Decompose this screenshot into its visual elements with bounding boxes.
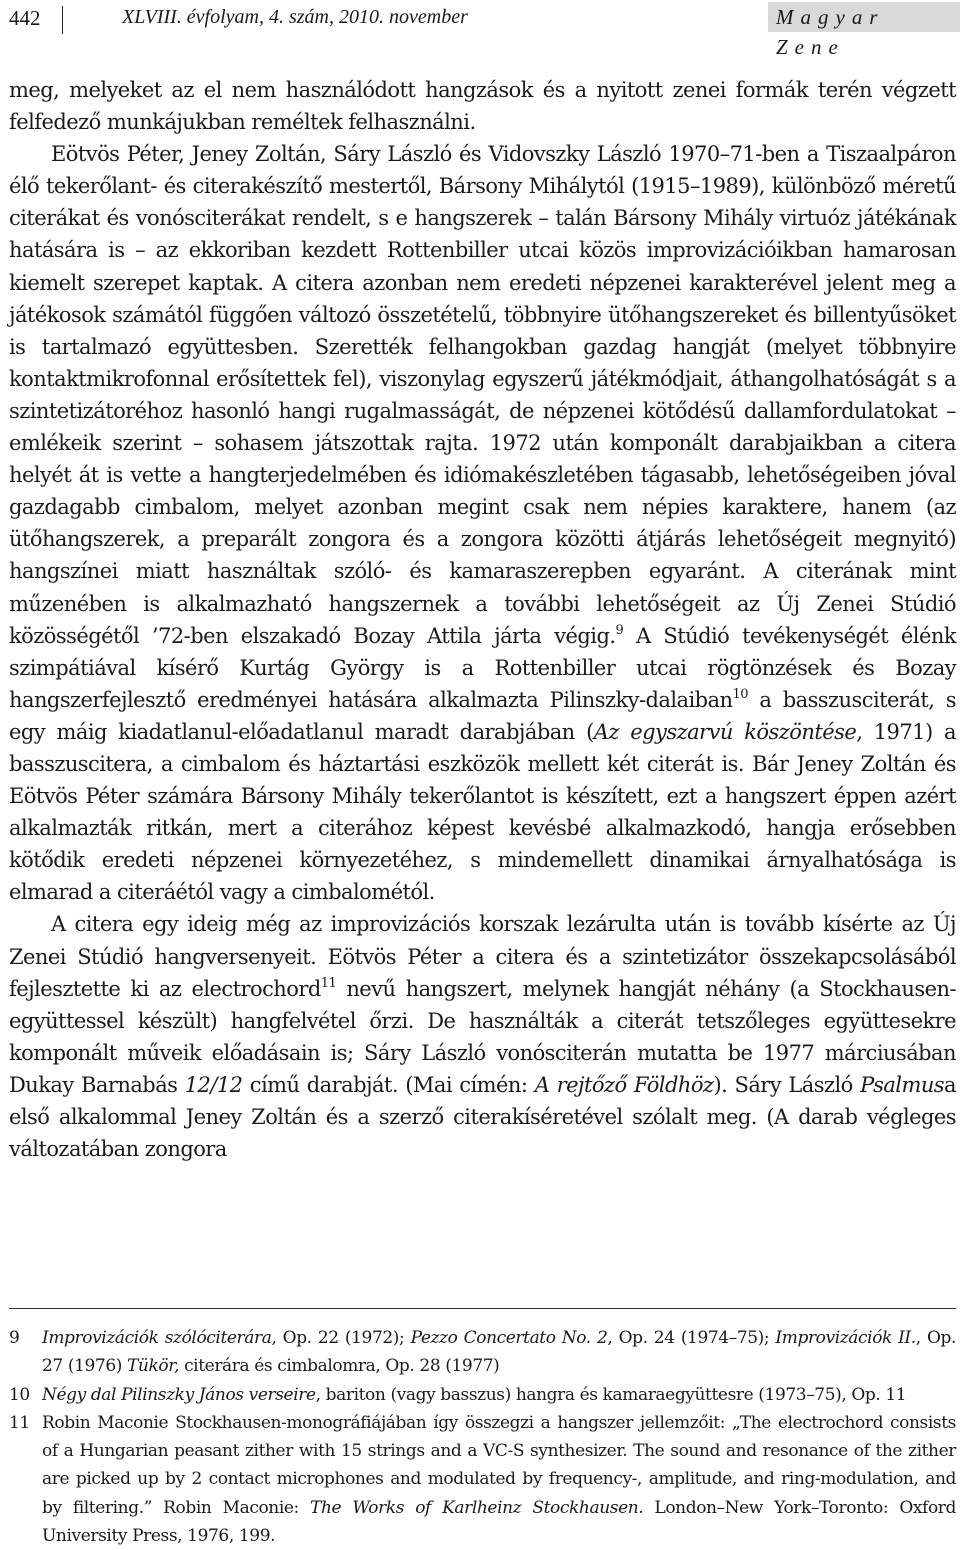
work-title: Improvizációk szólóciterára [42,1328,272,1348]
footnote-number: 10 [9,1384,30,1405]
journal-info: XLVIII. évfolyam, 4. szám, 2010. november [122,6,468,28]
text-run: A Stúdió tevékenységét élénk szimpátiával kísérő Kurtág György is a Rottenbiller utcai rögtönzések és Bozay hangszerfejlesztő eredményei hatására alkalmazta Pilinszky-dalaiban [9,623,957,712]
footnotes [9,1324,956,1550]
work-title: Az egyszarvú köszöntése [593,719,857,744]
text-run: , 1971) a basszuscitera, a cimbalom és háztartási eszközök mellett két citerát is. Bár Jeney Zoltán és Eötvös Péter számára Bársony Mihály tekerőlantot is készített, ezt a hangszert éppen azért alkalmazták ritkán, mert a citerához képest kevésbé alkalmazkodó, hangja erősebben kötődik eredeti népzenei környezetéhez, s mindemellett dinamikai árnyalhatósága is elmarad a citeráétól vagy a cimbalométól. [9,719,957,905]
text-run: , Op. 22 (1972); [271,1328,411,1348]
footnote-divider [9,1308,956,1309]
text-run: Eötvös Péter, Jeney Zoltán, Sáry László és Vidovszky László 1970–71-ben a Tiszaalpáron élő tekerőlant- és citerakészítő mestertől, Bársony Mihálytól (1915–1989), különböző méretű citerákat és vonósciterákat rendelt, s e hangszerek – talán Bársony Mihály virtuóz játékának hatására is – az ekkoriban kezdett Rottenbiller utcai közös improvizációikban hamarosan kiemelt szerepet kaptak. A citera azonban nem eredeti népzenei karakterével jelent meg a játékosok számától függően változó összetételű, többnyire ütőhangszereket és billentyűsöket is tartalmazó együttesben. Szerették felhangokban gazdag hangját (melyet többnyire kontaktmikrofonnal erősítettek fel), viszonylag egyszerű játékmódjait, áthangolhatóságát s a szintetizátoréhoz hasonló hangi rugalmasságát, de népzenei kötődésű dallamfordulatokat – emlékeik szerint – sohasem játszottak rajta. 1972 után komponált darabjaikban a citera helyét át is vette a hangterjedelmében és idiómakészletében tágasabb, lehetőségeiben jóval gazdagabb cimbalom, melyet azonban megint csak nem népies karaktere, hanem (az ütőhangszerek, a preparált zongora és a zongora közötti átjárás lehetőségeit megnyitó) hangszínei miatt használtak szóló- és kamaraszerepben egyaránt. A citerának mint műzenében is alkalmazható hangszernek a további lehetőségeit az Új Zenei Stúdió közösségétől ’72-ben elszakadó Bozay Attila járta végig. [9,142,956,648]
text-run: , Op. 24 (1974–75); [607,1328,776,1348]
work-title: 12/12 [184,1072,243,1097]
work-title: The Works of Karlheinz Stockhausen. [310,1497,644,1518]
footnote-10 [9,1381,956,1409]
work-title: Improvizációk II. [775,1328,916,1348]
footnote-ref-9[interactable]: 9 [615,622,624,638]
page-header [0,0,960,59]
page-number: 442 [9,6,41,30]
text-run: a első alkalommal Jeney Zoltán és a szerző citerakíséretével szólalt meg. (A darab végleges változatában zongora [9,1072,957,1162]
header-divider [62,6,63,34]
footnote-text [42,1324,956,1381]
text-run: nevű hangszert, melynek hangját néhány (a Stockhausen-együttessel készült) hangfelvétel őrzi. De használták a citerát tetszőleges együttesekre komponált műveik előadásain is; Sáry László vonósciterán mutatta be 1977 márciusában Dukay Barnabás [9,976,956,1097]
footnote-text [42,1409,956,1550]
footnote-11 [9,1409,956,1550]
footnote-text [42,1381,956,1409]
work-title: A rejtőző Földhöz [534,1072,714,1097]
journal-brand: Magyar Zene [768,2,960,32]
footnote-ref-10[interactable]: 10 [732,686,748,702]
footnote-number: 11 [9,1412,30,1433]
paragraph-2 [9,138,956,908]
text-run: , bariton (vagy basszus) hangra és kamaraegyüttesre (1973–75), Op. 11 [315,1384,907,1405]
work-title: Tükör, [126,1356,180,1377]
text-run: ). Sáry László [713,1072,861,1097]
paragraph-1 [9,74,956,138]
text-run: meg, melyeket az el nem használódott hangzások és a nyitott zenei formák terén végzett felfedező munkájukban reméltek felhasználni. [9,78,956,135]
text-run: citerára és cimbalomra, Op. 28 (1977) [179,1356,500,1377]
work-title: Négy dal Pilinszky János verseire [42,1384,316,1405]
work-title: Psalmus [860,1072,945,1097]
work-title: Pezzo Concertato No. 2 [410,1328,608,1348]
text-run: London–New York–Toronto: Oxford University Press, 1976, 199. [42,1497,956,1547]
text-run: Robin Maconie Stockhausen-monográfiájában így összegzi a hangszer jellemzőit: „The electrochord consists of a Hungarian peasant zither with 15 strings and a VC-S synthesizer. The sound and resonance of the zither are picked up by 2 contact microphones and modulated by frequency-, amplitude, and ring-modulation, and by filtering.” Robin Maconie: [42,1412,956,1518]
footnote-9 [9,1324,956,1381]
text-run: A citera egy ideig még az improvizációs korszak lezárulta után is tovább kísérte az Új Zenei Stúdió hangversenyeit. Eötvös Péter a citera és a szintetizátor összekapcsolásából fejlesztette ki az electrochord [9,912,956,1001]
article-body [9,74,956,1165]
paragraph-3 [9,908,956,1165]
text-run: , Op. 27 (1976) [42,1328,956,1377]
text-run: című darabját. (Mai címén: [242,1072,535,1097]
footnote-number: 9 [9,1328,20,1348]
text-run: a basszusciterát, s egy máig kiadatlanul-előadatlanul maradt darabjában ( [9,687,956,744]
footnote-ref-11[interactable]: 11 [320,975,337,991]
